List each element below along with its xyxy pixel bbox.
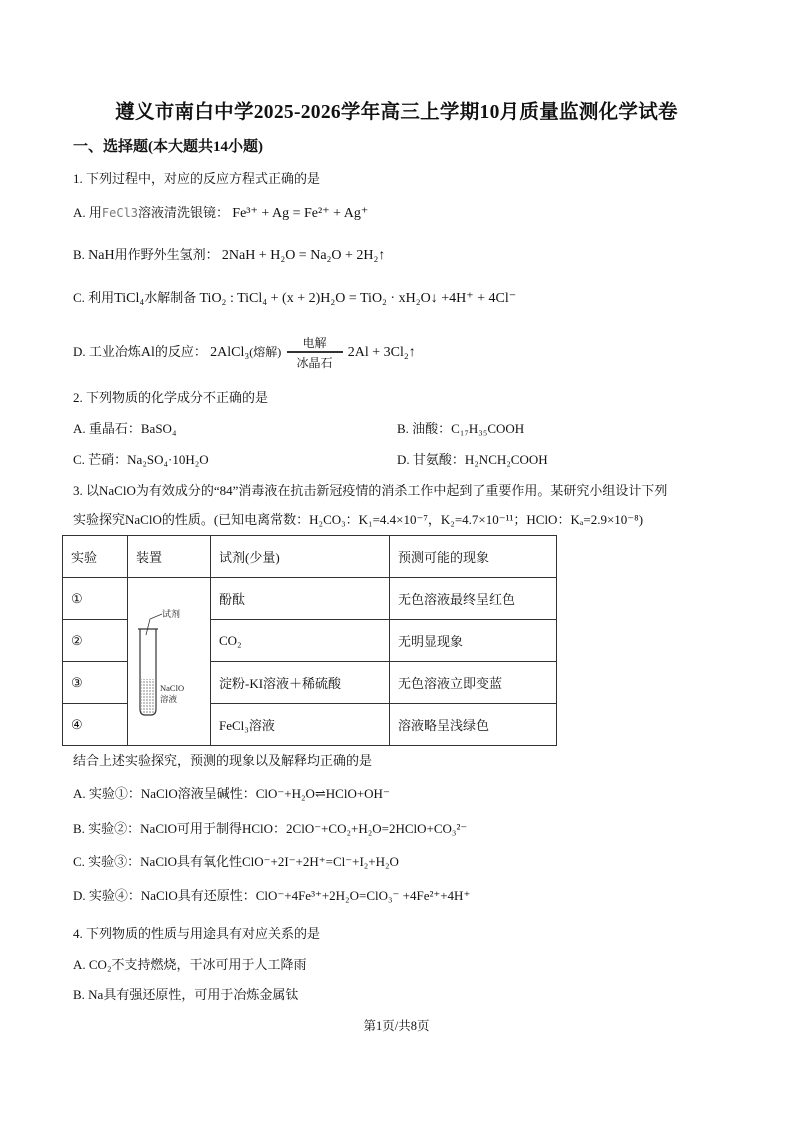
reagent-fecl3: FeCl3 <box>101 206 139 220</box>
q1-c-equation: TiO₂ : TiCl₄ + (x + 2)H₂O = TiO₂ · xH₂O↓ +4H⁺ + 4Cl⁻ <box>199 291 517 306</box>
reaction-condition: $\frac{\text{电解}}{\text{冰晶石}}$ <box>287 336 343 370</box>
header-cell: 预测可能的现象 <box>390 536 557 578</box>
table-cell: 无色溶液最终呈红色 <box>390 578 557 620</box>
test-tube-diagram <box>128 579 194 744</box>
table-header-row <box>63 536 557 578</box>
question-1-stem: 1. 下列过程中，对应的反应方程式正确的是 <box>73 171 321 186</box>
question-2-stem: 2. 下列物质的化学成分不正确的是 <box>73 390 269 405</box>
q1-b-equation: 2NaH + H₂O = Na₂O + 2H₂↑ <box>221 248 386 263</box>
header-cell: 实验 <box>63 536 128 578</box>
table-cell: 无色溶液立即变蓝 <box>390 662 557 704</box>
q1-option-b: B. NaH用作野外生氢剂： 2NaH + H₂O = Na₂O + 2H₂↑ <box>73 247 386 263</box>
question-3-stem-line2: 实验探究NaClO的性质。(已知电离常数：H₂CO₃：K₁=4.4×10⁻⁷，K₂=4.7×10⁻¹¹；HClO：Kₐ=2.9×10⁻⁸) <box>73 512 644 527</box>
solution-fill <box>141 679 155 714</box>
question-3-prompt: 结合上述实验探究，预测的现象以及解释均正确的是 <box>73 753 373 768</box>
table-cell: CO₂ <box>211 620 390 662</box>
header-cell: 装置 <box>128 536 211 578</box>
table-cell: 溶液略呈浅绿色 <box>390 704 557 746</box>
table-cell: FeCl₃溶液 <box>211 704 390 746</box>
q4-option-a: A. CO₂不支持燃烧，干冰可用于人工降雨 <box>73 957 307 972</box>
table-row <box>63 578 557 620</box>
table-cell: ② <box>63 620 128 662</box>
q2-option-b: B. 油酸：C₁₇H₃₅COOH <box>397 421 525 436</box>
table-cell: ① <box>63 578 128 620</box>
q4-option-b: B. Na具有强还原性，可用于冶炼金属钛 <box>73 987 299 1002</box>
experiment-table <box>62 535 557 746</box>
q2-option-a: A. 重晶石：BaSO₄ <box>73 421 177 436</box>
q1-option-a: A. 用FeCl3溶液清洗银镜： Fe³⁺ + Ag = Fe²⁺ + Ag⁺ <box>73 205 369 221</box>
table-cell: ③ <box>63 662 128 704</box>
question-4-stem: 4. 下列物质的性质与用途具有对应关系的是 <box>73 926 321 941</box>
question-3-stem-line1: 3. 以NaClO为有效成分的“84”消毒液在抗击新冠疫情的消杀工作中起到了重要作用。某研究小组设计下列 <box>73 483 668 498</box>
page-title: 遵义市南白中学2025-2026学年高三上学期10月质量监测化学试卷 <box>115 102 678 123</box>
q2-option-c: C. 芒硝：Na₂SO₄·10H₂O <box>73 452 209 467</box>
q3-option-c: C. 实验③：NaClO具有氧化性ClO⁻+2I⁻+2H⁺=Cl⁻+I₂+H₂O <box>73 854 399 869</box>
page-footer: 第1页/共8页 <box>363 1019 430 1033</box>
q2-option-d: D. 甘氨酸：H₂NCH₂COOH <box>397 452 548 467</box>
q3-option-b: B. 实验②：NaClO可用于制得HClO：2ClO⁻+CO₂+H₂O=2HClO+CO₃²⁻ <box>73 821 468 836</box>
section-heading: 一、选择题(本大题共14小题) <box>73 139 263 155</box>
table-cell: ④ <box>63 704 128 746</box>
q3-option-d: D. 实验④：NaClO具有还原性：ClO⁻+4Fe³⁺+2H₂O=ClO₃⁻ +4Fe²⁺+4H⁺ <box>73 888 471 903</box>
table-cell: 无明显现象 <box>390 620 557 662</box>
table-cell: 淀粉-KI溶液＋稀硫酸 <box>211 662 390 704</box>
q3-option-a: A. 实验①：NaClO溶液呈碱性：ClO⁻+H₂O⇌HClO+OH⁻ <box>73 786 390 801</box>
q1-option-c: C. 利用TiCl₄水解制备 TiO₂ : TiCl₄ + (x + 2)H₂O = TiO₂ · xH₂O↓ +4H⁺ + 4Cl⁻ <box>73 290 517 306</box>
double-line-arrow <box>287 351 343 355</box>
header-cell: 试剂(少量) <box>211 536 390 578</box>
table-cell: 酚酞 <box>211 578 390 620</box>
q1-a-equation: Fe³⁺ + Ag = Fe²⁺ + Ag⁺ <box>232 206 369 221</box>
reagent-label: 试剂 <box>162 609 181 619</box>
naclo-label: NaClO <box>160 683 185 693</box>
q1-option-d: D. 工业冶炼Al的反应： 2AlCl₃(熔解) $\frac{\text{电解}}{\text{冰晶石}}$ 2Al + 3Cl₂↑ <box>73 336 416 371</box>
solution-label: 溶液 <box>160 694 178 704</box>
apparatus-cell <box>128 578 211 746</box>
